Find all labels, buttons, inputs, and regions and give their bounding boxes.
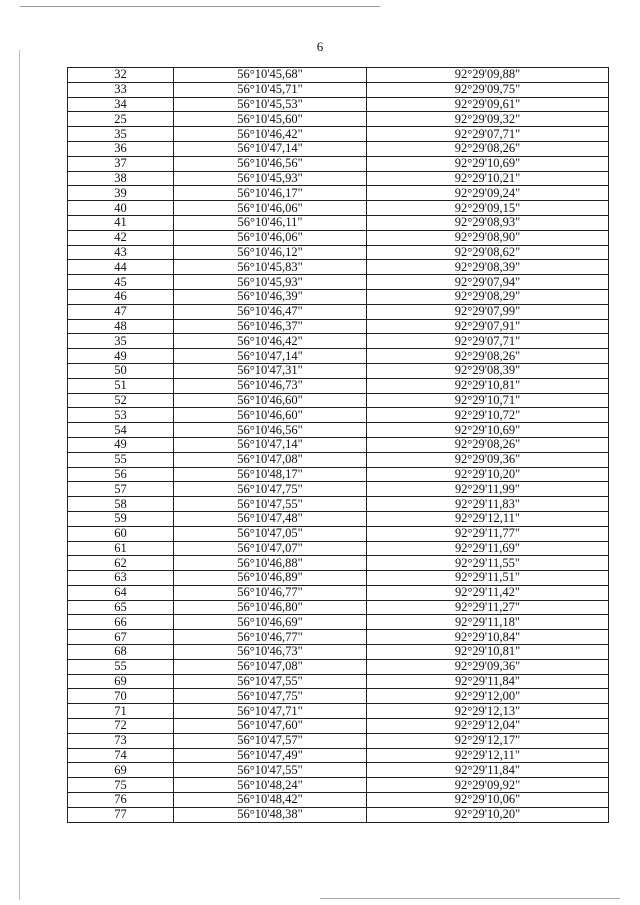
longitude-cell: 92°29'08,62"	[367, 245, 609, 260]
point-number-cell: 41	[68, 215, 174, 230]
longitude-cell: 92°29'12,04"	[367, 719, 609, 734]
latitude-cell: 56°10'46,42"	[174, 334, 367, 349]
latitude-cell: 56°10'47,05"	[174, 526, 367, 541]
table-row	[68, 704, 609, 719]
point-number-cell: 74	[68, 748, 174, 763]
point-number-cell: 57	[68, 482, 174, 497]
point-number-cell: 66	[68, 615, 174, 630]
point-number-cell: 73	[68, 733, 174, 748]
latitude-cell: 56°10'47,60"	[174, 719, 367, 734]
longitude-cell: 92°29'11,42"	[367, 585, 609, 600]
point-number-cell: 34	[68, 97, 174, 112]
table-row	[68, 748, 609, 763]
latitude-cell: 56°10'45,93"	[174, 275, 367, 290]
table-row	[68, 689, 609, 704]
latitude-cell: 56°10'47,57"	[174, 733, 367, 748]
table-row	[68, 363, 609, 378]
table-row	[68, 452, 609, 467]
table-row	[68, 275, 609, 290]
latitude-cell: 56°10'46,17"	[174, 186, 367, 201]
latitude-cell: 56°10'46,60"	[174, 393, 367, 408]
point-number-cell: 44	[68, 260, 174, 275]
point-number-cell: 49	[68, 349, 174, 364]
longitude-cell: 92°29'08,26"	[367, 141, 609, 156]
latitude-cell: 56°10'46,06"	[174, 230, 367, 245]
table-row	[68, 186, 609, 201]
point-number-cell: 56	[68, 467, 174, 482]
longitude-cell: 92°29'10,69"	[367, 423, 609, 438]
point-number-cell: 52	[68, 393, 174, 408]
point-number-cell: 63	[68, 571, 174, 586]
point-number-cell: 48	[68, 319, 174, 334]
table-row	[68, 659, 609, 674]
table-row	[68, 82, 609, 97]
table-row	[68, 674, 609, 689]
scan-edge-bottom	[320, 898, 620, 899]
latitude-cell: 56°10'48,42"	[174, 793, 367, 808]
longitude-cell: 92°29'07,94"	[367, 275, 609, 290]
point-number-cell: 55	[68, 659, 174, 674]
longitude-cell: 92°29'11,69"	[367, 541, 609, 556]
table-row	[68, 127, 609, 142]
scan-edge-top	[20, 6, 380, 7]
latitude-cell: 56°10'48,24"	[174, 778, 367, 793]
point-number-cell: 55	[68, 452, 174, 467]
longitude-cell: 92°29'09,32"	[367, 112, 609, 127]
point-number-cell: 69	[68, 763, 174, 778]
coordinates-table-body	[68, 68, 609, 823]
longitude-cell: 92°29'10,71"	[367, 393, 609, 408]
latitude-cell: 56°10'46,11"	[174, 215, 367, 230]
longitude-cell: 92°29'10,84"	[367, 630, 609, 645]
latitude-cell: 56°10'47,49"	[174, 748, 367, 763]
longitude-cell: 92°29'09,36"	[367, 452, 609, 467]
table-row	[68, 260, 609, 275]
point-number-cell: 36	[68, 141, 174, 156]
longitude-cell: 92°29'12,13"	[367, 704, 609, 719]
table-row	[68, 571, 609, 586]
scan-edge-left	[19, 50, 20, 900]
point-number-cell: 49	[68, 437, 174, 452]
longitude-cell: 92°29'09,15"	[367, 201, 609, 216]
latitude-cell: 56°10'47,14"	[174, 141, 367, 156]
point-number-cell: 75	[68, 778, 174, 793]
table-row	[68, 793, 609, 808]
point-number-cell: 77	[68, 807, 174, 822]
longitude-cell: 92°29'11,55"	[367, 556, 609, 571]
longitude-cell: 92°29'10,72"	[367, 408, 609, 423]
table-row	[68, 68, 609, 83]
table-row	[68, 600, 609, 615]
longitude-cell: 92°29'08,93"	[367, 215, 609, 230]
latitude-cell: 56°10'46,88"	[174, 556, 367, 571]
longitude-cell: 92°29'09,36"	[367, 659, 609, 674]
table-row	[68, 393, 609, 408]
latitude-cell: 56°10'46,73"	[174, 645, 367, 660]
latitude-cell: 56°10'47,48"	[174, 511, 367, 526]
latitude-cell: 56°10'47,14"	[174, 437, 367, 452]
longitude-cell: 92°29'11,84"	[367, 674, 609, 689]
latitude-cell: 56°10'46,77"	[174, 630, 367, 645]
latitude-cell: 56°10'46,06"	[174, 201, 367, 216]
table-row	[68, 645, 609, 660]
longitude-cell: 92°29'11,18"	[367, 615, 609, 630]
latitude-cell: 56°10'46,47"	[174, 304, 367, 319]
longitude-cell: 92°29'11,77"	[367, 526, 609, 541]
point-number-cell: 76	[68, 793, 174, 808]
table-row	[68, 807, 609, 822]
latitude-cell: 56°10'46,77"	[174, 585, 367, 600]
latitude-cell: 56°10'47,75"	[174, 689, 367, 704]
table-row	[68, 201, 609, 216]
table-row	[68, 289, 609, 304]
longitude-cell: 92°29'11,99"	[367, 482, 609, 497]
latitude-cell: 56°10'45,68"	[174, 68, 367, 83]
point-number-cell: 65	[68, 600, 174, 615]
latitude-cell: 56°10'47,55"	[174, 497, 367, 512]
latitude-cell: 56°10'46,60"	[174, 408, 367, 423]
table-row	[68, 97, 609, 112]
latitude-cell: 56°10'45,60"	[174, 112, 367, 127]
point-number-cell: 58	[68, 497, 174, 512]
longitude-cell: 92°29'07,71"	[367, 127, 609, 142]
latitude-cell: 56°10'48,38"	[174, 807, 367, 822]
table-row	[68, 630, 609, 645]
longitude-cell: 92°29'09,24"	[367, 186, 609, 201]
longitude-cell: 92°29'10,20"	[367, 807, 609, 822]
point-number-cell: 47	[68, 304, 174, 319]
longitude-cell: 92°29'08,39"	[367, 363, 609, 378]
latitude-cell: 56°10'46,37"	[174, 319, 367, 334]
longitude-cell: 92°29'12,17"	[367, 733, 609, 748]
point-number-cell: 72	[68, 719, 174, 734]
point-number-cell: 39	[68, 186, 174, 201]
latitude-cell: 56°10'46,89"	[174, 571, 367, 586]
table-row	[68, 526, 609, 541]
latitude-cell: 56°10'46,12"	[174, 245, 367, 260]
table-row	[68, 467, 609, 482]
latitude-cell: 56°10'46,80"	[174, 600, 367, 615]
point-number-cell: 37	[68, 156, 174, 171]
latitude-cell: 56°10'47,31"	[174, 363, 367, 378]
latitude-cell: 56°10'47,55"	[174, 763, 367, 778]
longitude-cell: 92°29'07,71"	[367, 334, 609, 349]
table-row	[68, 319, 609, 334]
latitude-cell: 56°10'47,07"	[174, 541, 367, 556]
point-number-cell: 67	[68, 630, 174, 645]
table-row	[68, 778, 609, 793]
longitude-cell: 92°29'11,84"	[367, 763, 609, 778]
point-number-cell: 60	[68, 526, 174, 541]
table-row	[68, 763, 609, 778]
point-number-cell: 35	[68, 127, 174, 142]
longitude-cell: 92°29'11,51"	[367, 571, 609, 586]
latitude-cell: 56°10'46,56"	[174, 156, 367, 171]
table-row	[68, 437, 609, 452]
point-number-cell: 69	[68, 674, 174, 689]
latitude-cell: 56°10'47,55"	[174, 674, 367, 689]
point-number-cell: 53	[68, 408, 174, 423]
latitude-cell: 56°10'48,17"	[174, 467, 367, 482]
table-row	[68, 497, 609, 512]
longitude-cell: 92°29'09,75"	[367, 82, 609, 97]
longitude-cell: 92°29'12,11"	[367, 511, 609, 526]
longitude-cell: 92°29'07,91"	[367, 319, 609, 334]
longitude-cell: 92°29'09,61"	[367, 97, 609, 112]
table-row	[68, 230, 609, 245]
longitude-cell: 92°29'08,39"	[367, 260, 609, 275]
table-row	[68, 378, 609, 393]
longitude-cell: 92°29'11,83"	[367, 497, 609, 512]
latitude-cell: 56°10'46,42"	[174, 127, 367, 142]
latitude-cell: 56°10'47,75"	[174, 482, 367, 497]
table-row	[68, 733, 609, 748]
latitude-cell: 56°10'45,83"	[174, 260, 367, 275]
longitude-cell: 92°29'11,27"	[367, 600, 609, 615]
point-number-cell: 71	[68, 704, 174, 719]
table-row	[68, 141, 609, 156]
longitude-cell: 92°29'08,26"	[367, 437, 609, 452]
point-number-cell: 68	[68, 645, 174, 660]
latitude-cell: 56°10'45,53"	[174, 97, 367, 112]
longitude-cell: 92°29'10,21"	[367, 171, 609, 186]
latitude-cell: 56°10'47,08"	[174, 452, 367, 467]
point-number-cell: 61	[68, 541, 174, 556]
point-number-cell: 38	[68, 171, 174, 186]
point-number-cell: 50	[68, 363, 174, 378]
longitude-cell: 92°29'12,11"	[367, 748, 609, 763]
latitude-cell: 56°10'45,71"	[174, 82, 367, 97]
point-number-cell: 59	[68, 511, 174, 526]
point-number-cell: 42	[68, 230, 174, 245]
point-number-cell: 43	[68, 245, 174, 260]
longitude-cell: 92°29'10,69"	[367, 156, 609, 171]
table-row	[68, 541, 609, 556]
table-row	[68, 423, 609, 438]
table-row	[68, 334, 609, 349]
table-row	[68, 349, 609, 364]
longitude-cell: 92°29'09,92"	[367, 778, 609, 793]
table-row	[68, 408, 609, 423]
table-row	[68, 304, 609, 319]
point-number-cell: 64	[68, 585, 174, 600]
point-number-cell: 32	[68, 68, 174, 83]
latitude-cell: 56°10'46,39"	[174, 289, 367, 304]
point-number-cell: 45	[68, 275, 174, 290]
coordinates-table	[67, 67, 609, 823]
longitude-cell: 92°29'09,88"	[367, 68, 609, 83]
longitude-cell: 92°29'10,81"	[367, 378, 609, 393]
longitude-cell: 92°29'07,99"	[367, 304, 609, 319]
longitude-cell: 92°29'12,00"	[367, 689, 609, 704]
table-row	[68, 171, 609, 186]
latitude-cell: 56°10'47,14"	[174, 349, 367, 364]
point-number-cell: 40	[68, 201, 174, 216]
longitude-cell: 92°29'08,90"	[367, 230, 609, 245]
table-row	[68, 511, 609, 526]
latitude-cell: 56°10'46,56"	[174, 423, 367, 438]
longitude-cell: 92°29'10,20"	[367, 467, 609, 482]
latitude-cell: 56°10'45,93"	[174, 171, 367, 186]
table-row	[68, 156, 609, 171]
point-number-cell: 25	[68, 112, 174, 127]
point-number-cell: 54	[68, 423, 174, 438]
point-number-cell: 35	[68, 334, 174, 349]
point-number-cell: 51	[68, 378, 174, 393]
point-number-cell: 33	[68, 82, 174, 97]
latitude-cell: 56°10'46,73"	[174, 378, 367, 393]
point-number-cell: 46	[68, 289, 174, 304]
longitude-cell: 92°29'10,06"	[367, 793, 609, 808]
point-number-cell: 70	[68, 689, 174, 704]
latitude-cell: 56°10'46,69"	[174, 615, 367, 630]
table-row	[68, 615, 609, 630]
table-row	[68, 585, 609, 600]
table-row	[68, 215, 609, 230]
longitude-cell: 92°29'08,26"	[367, 349, 609, 364]
longitude-cell: 92°29'10,81"	[367, 645, 609, 660]
table-row	[68, 112, 609, 127]
table-row	[68, 245, 609, 260]
table-row	[68, 556, 609, 571]
latitude-cell: 56°10'47,08"	[174, 659, 367, 674]
table-row	[68, 719, 609, 734]
page-number: 6	[316, 39, 324, 54]
longitude-cell: 92°29'08,29"	[367, 289, 609, 304]
latitude-cell: 56°10'47,71"	[174, 704, 367, 719]
table-row	[68, 482, 609, 497]
point-number-cell: 62	[68, 556, 174, 571]
